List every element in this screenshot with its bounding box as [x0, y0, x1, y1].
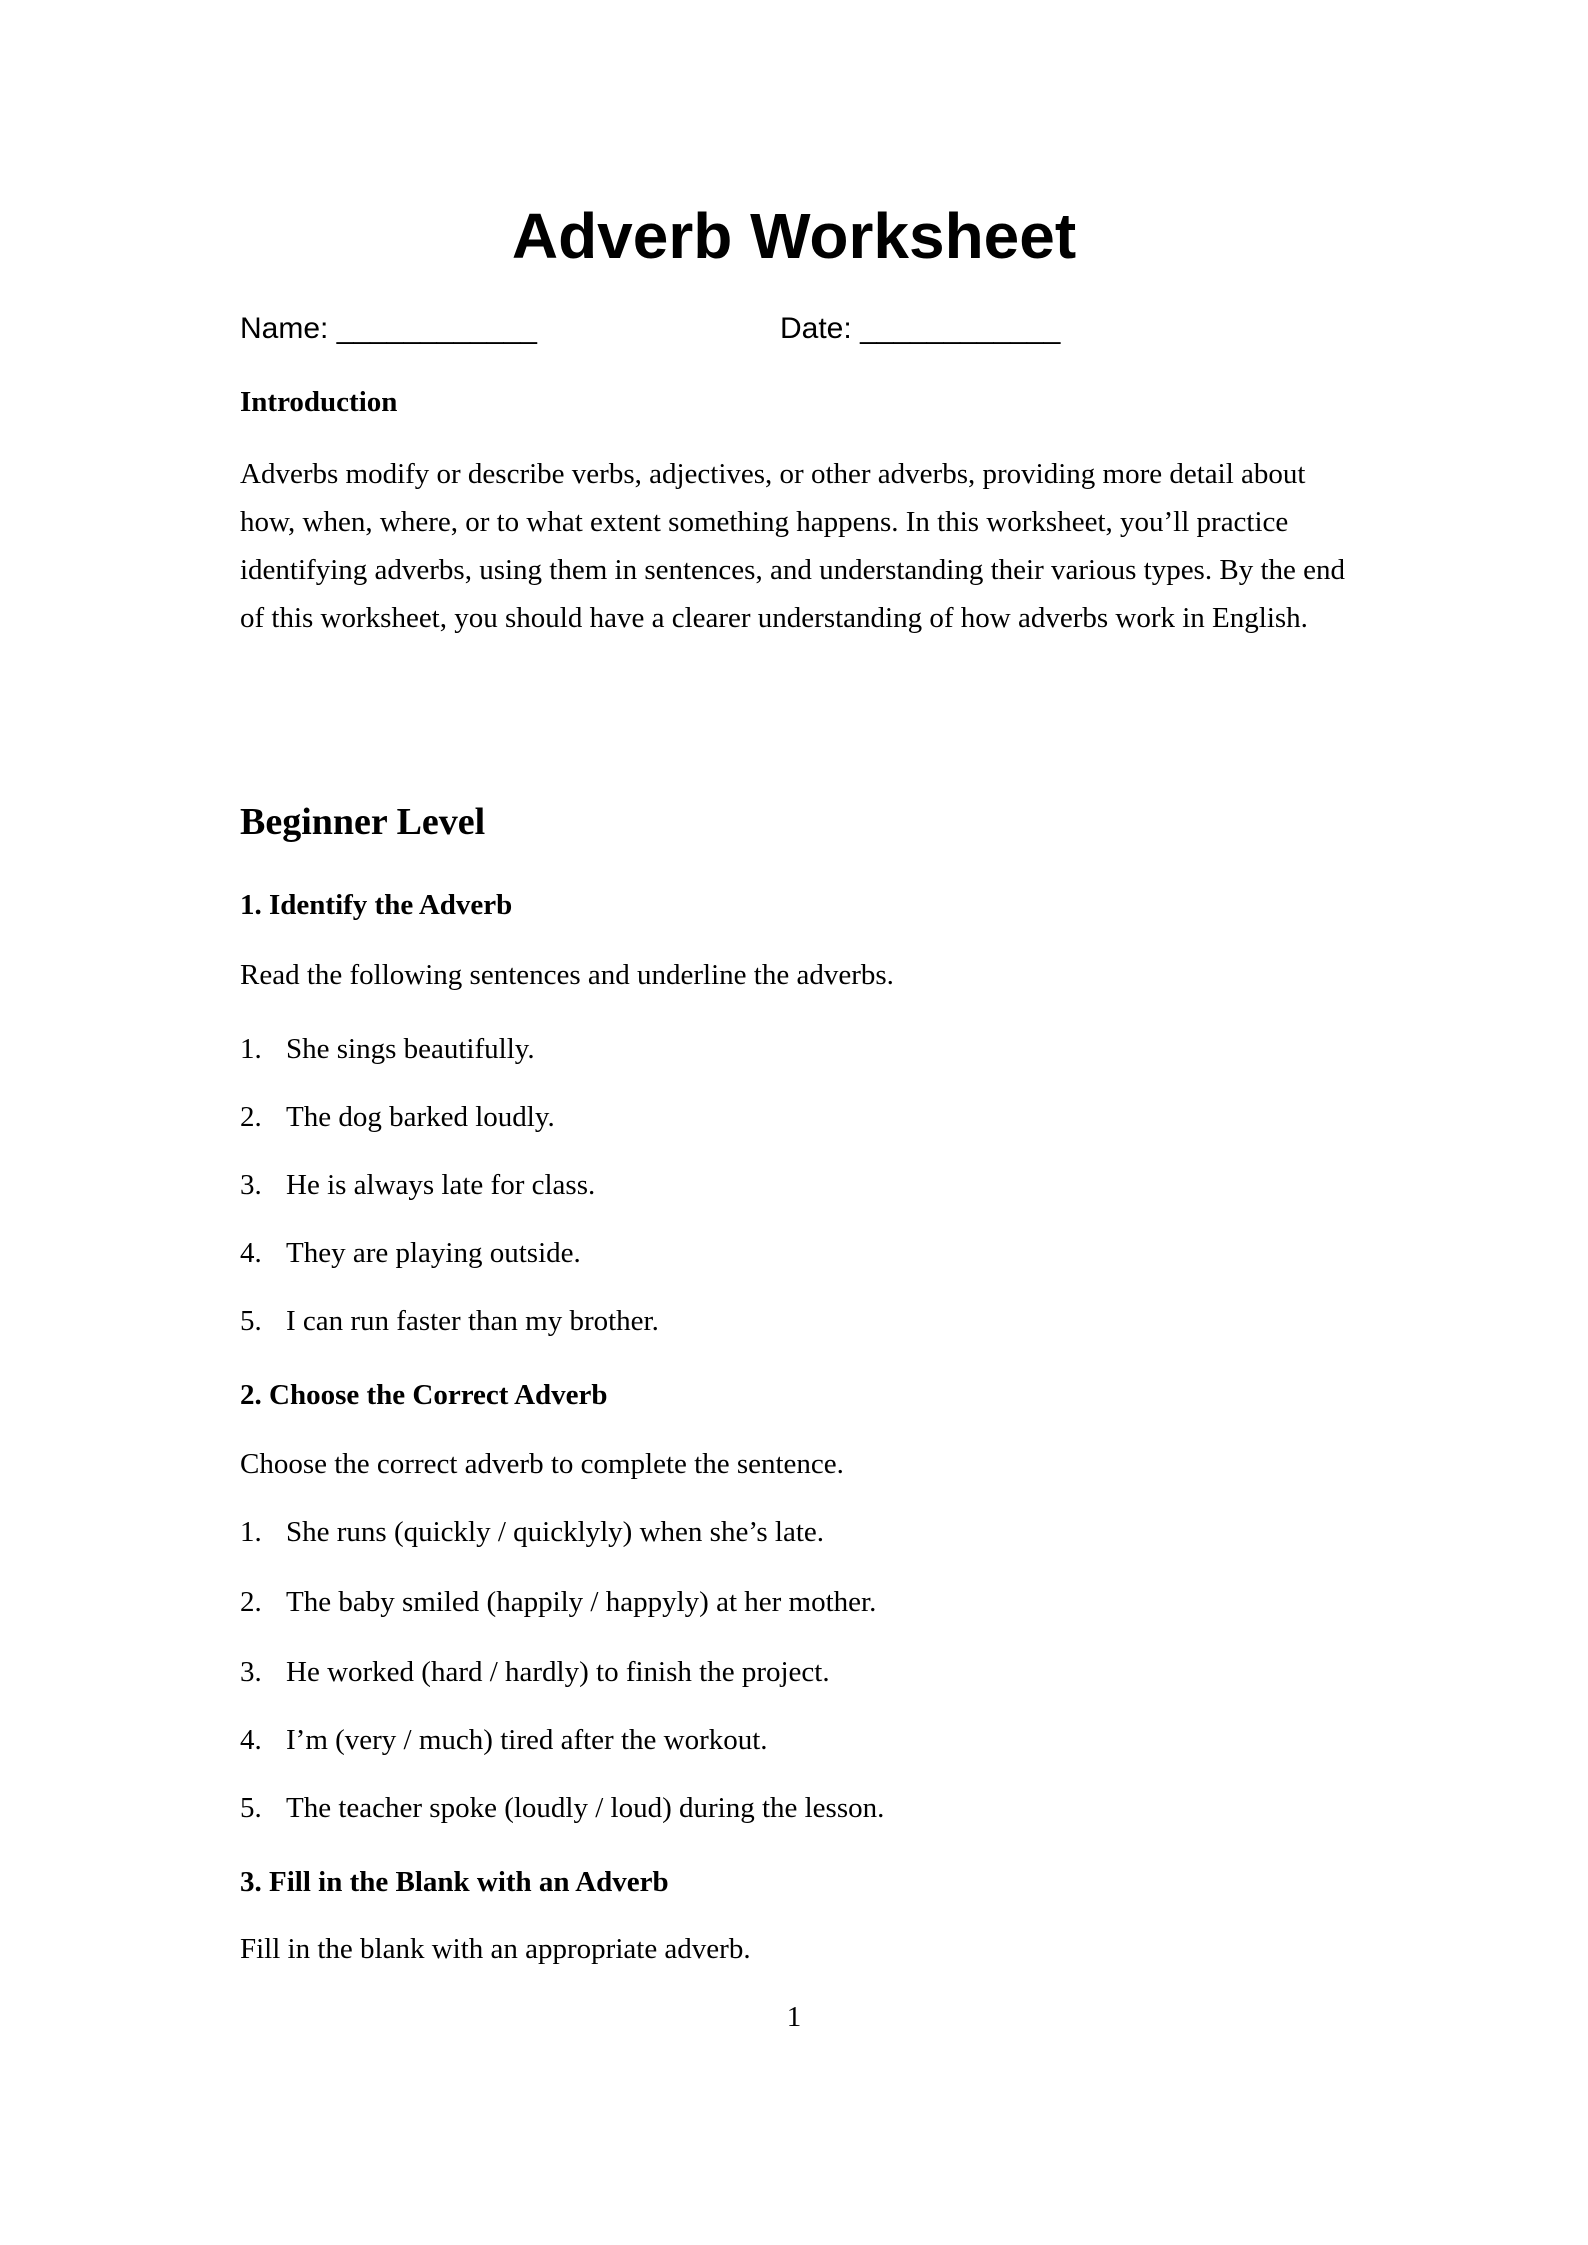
list-item-number: 2. [240, 1101, 262, 1133]
name-blank-line: ____________ [336, 312, 537, 345]
date-label: Date: [780, 312, 852, 345]
list-item-text: They are playing outside. [286, 1237, 581, 1269]
introduction-paragraph: Adverbs modify or describe verbs, adjectives, or other adverbs, providing more detail about how, when, where, or to what extent something happens. In this worksheet, you’ll practice identifying adverbs, using them in sentences, and understanding their various types. By the end of this worksheet, you should have a clearer understanding of how adverbs work in English. [240, 458, 1345, 634]
list-item [240, 1171, 595, 1200]
exercise-3-heading: 3. Fill in the Blank with an Adverb [240, 1866, 669, 1898]
list-item [240, 1588, 876, 1617]
date-blank-line: ____________ [860, 312, 1061, 345]
introduction-heading: Introduction [240, 386, 398, 418]
list-item-text: I can run faster than my brother. [286, 1305, 659, 1337]
list-item-number: 4. [240, 1724, 262, 1756]
page-number: 1 [786, 2001, 802, 2033]
list-item [240, 1239, 581, 1268]
list-item-number: 5. [240, 1792, 262, 1824]
list-item [240, 1518, 824, 1547]
list-item-number: 1. [240, 1033, 262, 1065]
list-item-number: 5. [240, 1305, 262, 1337]
name-label: Name: [240, 312, 329, 345]
list-item [240, 1726, 768, 1755]
list-item [240, 1103, 555, 1132]
list-item-text: She sings beautifully. [286, 1033, 535, 1065]
list-item-number: 2. [240, 1586, 262, 1618]
name-date-row [240, 314, 1348, 344]
exercise-1-heading: 1. Identify the Adverb [240, 889, 513, 921]
date-field [780, 314, 1060, 344]
list-item-text: He worked (hard / hardly) to finish the project. [286, 1656, 830, 1688]
list-item-text: The baby smiled (happily / happyly) at her mother. [286, 1586, 877, 1618]
list-item-number: 3. [240, 1656, 262, 1688]
beginner-level-heading: Beginner Level [240, 801, 486, 843]
exercise-3-instruction: Fill in the blank with an appropriate adverb. [240, 1933, 751, 1965]
list-item-text: The teacher spoke (loudly / loud) during the lesson. [286, 1792, 885, 1824]
list-item [240, 1307, 659, 1336]
list-item [240, 1035, 535, 1064]
list-item-text: The dog barked loudly. [286, 1101, 555, 1133]
list-item-number: 3. [240, 1169, 262, 1201]
list-item-text: She runs (quickly / quicklyly) when she’s late. [286, 1516, 825, 1548]
list-item-text: He is always late for class. [286, 1169, 596, 1201]
list-item-number: 4. [240, 1237, 262, 1269]
page-title: Adverb Worksheet [511, 200, 1077, 272]
exercise-1-instruction: Read the following sentences and underline the adverbs. [240, 959, 894, 991]
list-item-text: I’m (very / much) tired after the workout. [286, 1724, 768, 1756]
list-item [240, 1794, 884, 1823]
exercise-2-heading: 2. Choose the Correct Adverb [240, 1379, 608, 1411]
exercise-2-instruction: Choose the correct adverb to complete the sentence. [240, 1448, 844, 1480]
list-item-number: 1. [240, 1516, 262, 1548]
list-item [240, 1658, 830, 1687]
